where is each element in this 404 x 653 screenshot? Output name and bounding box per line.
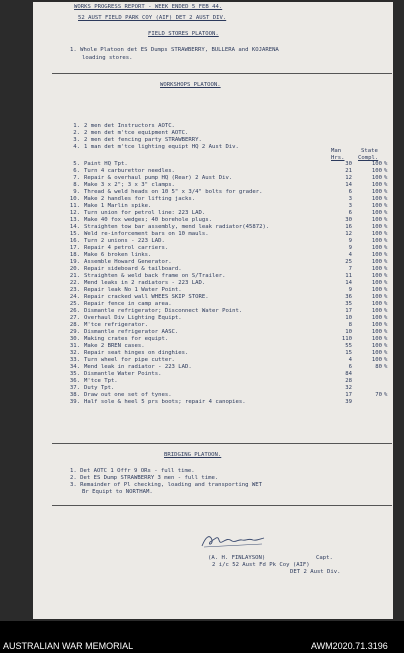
table-row <box>66 210 396 217</box>
bridging-heading: BRIDGING PLATOON. <box>164 452 222 458</box>
item-number: 32. <box>69 350 80 356</box>
item-number: 5. <box>73 161 80 167</box>
percent-sign: % <box>384 350 388 356</box>
state-completed: 100 <box>371 343 382 349</box>
state-completed: 100 <box>371 280 382 286</box>
divider <box>52 505 392 506</box>
man-hours: 9 <box>348 287 352 293</box>
percent-sign: % <box>384 287 388 293</box>
percent-sign: % <box>384 189 388 195</box>
item-description: Repair leak No 1 Water Point. <box>84 287 182 293</box>
item-description: Repair & overhaul pump HQ (Rear) 2 Aust Div. <box>84 175 233 181</box>
percent-sign: % <box>384 224 388 230</box>
item-description: Duty Tpt. <box>84 385 115 391</box>
item-description: Straighten & weld back frame on S/Trailer. <box>84 273 226 279</box>
state-completed: 100 <box>371 259 382 265</box>
man-hours: 15 <box>345 350 352 356</box>
table-row <box>66 385 396 392</box>
col-hrs-header: Hrs. <box>331 155 345 161</box>
item-number: 20. <box>69 266 80 272</box>
item-description: Straighten tow bar assembly, mend leak radiator(45872). <box>84 224 270 230</box>
man-hours: 8 <box>348 322 352 328</box>
state-completed: 100 <box>371 245 382 251</box>
table-row <box>66 238 396 245</box>
item-description: Half sole & heel 5 prs boots; repair 4 canopies. <box>84 399 246 405</box>
item-number: 34. <box>69 364 80 370</box>
col-state-header: State <box>361 148 378 154</box>
state-completed: 100 <box>371 301 382 307</box>
item-number: 1. <box>73 123 80 129</box>
item-description: Repair 4 petrol carriers. <box>84 245 169 251</box>
table-row <box>66 259 396 266</box>
percent-sign: % <box>384 259 388 265</box>
item-description: Paint HQ Tpt. <box>84 161 128 167</box>
table-row <box>66 301 396 308</box>
man-hours: 30 <box>345 217 352 223</box>
percent-sign: % <box>384 329 388 335</box>
man-hours: 3 <box>348 196 352 202</box>
state-completed: 100 <box>371 266 382 272</box>
percent-sign: % <box>384 308 388 314</box>
item-description: Repair sideboard & tailboard. <box>84 266 182 272</box>
state-completed: 100 <box>371 210 382 216</box>
man-hours: 6 <box>348 189 352 195</box>
man-hours: 10 <box>345 315 352 321</box>
table-row <box>66 266 396 273</box>
archive-reference: AWM2020.71.3196 <box>311 641 388 651</box>
man-hours: 12 <box>345 231 352 237</box>
item-number: 29. <box>69 329 80 335</box>
man-hours: 4 <box>348 357 352 363</box>
state-completed: 100 <box>371 252 382 258</box>
state-completed: 100 <box>371 357 382 363</box>
percent-sign: % <box>384 175 388 181</box>
table-row <box>66 308 396 315</box>
state-completed: 100 <box>371 308 382 314</box>
signatory-rank: Capt. <box>316 555 333 561</box>
item-number: 16. <box>69 238 80 244</box>
item-number: 37. <box>69 385 80 391</box>
percent-sign: % <box>384 273 388 279</box>
percent-sign: % <box>384 322 388 328</box>
table-row <box>66 315 396 322</box>
table-row <box>66 364 396 371</box>
item-number: 6. <box>73 168 80 174</box>
item-number: 3. <box>73 137 80 143</box>
percent-sign: % <box>384 203 388 209</box>
table-row <box>66 287 396 294</box>
state-completed: 100 <box>371 287 382 293</box>
table-row <box>66 343 396 350</box>
man-hours: 30 <box>345 161 352 167</box>
table-row <box>66 322 396 329</box>
man-hours: 11 <box>345 273 352 279</box>
percent-sign: % <box>384 161 388 167</box>
percent-sign: % <box>384 168 388 174</box>
workshops-heading: WORKSHOPS PLATOON. <box>160 82 221 88</box>
item-description: Make 2 handles for lifting jacks. <box>84 196 196 202</box>
item-description: Mend leaks in 2 radiators - 223 LAD. <box>84 280 206 286</box>
man-hours: 14 <box>345 182 352 188</box>
bridging-item-line: 3. Remainder of Pl checking, loading and transporting WET <box>70 482 262 488</box>
table-row <box>66 217 396 224</box>
percent-sign: % <box>384 182 388 188</box>
man-hours: 6 <box>348 210 352 216</box>
item-description: Dismantle refrigerator AASC. <box>84 329 179 335</box>
state-completed: 100 <box>371 161 382 167</box>
bridging-item-line: 2. Det ES Dump STRAWBERRY 3 men - full time. <box>70 475 219 481</box>
item-number: 28. <box>69 322 80 328</box>
divider <box>52 73 392 74</box>
item-description: Draw out one set of tynes. <box>84 392 172 398</box>
item-description: Thread & weld heads on 10 5" x 3/4" bolts for grader. <box>84 189 263 195</box>
state-completed: 100 <box>371 217 382 223</box>
state-completed: 100 <box>371 329 382 335</box>
item-description: Assemble Howard Generator. <box>84 259 172 265</box>
table-row <box>66 350 396 357</box>
table-row <box>66 399 396 406</box>
field-stores-heading: FIELD STORES PLATOON. <box>148 31 219 37</box>
state-completed: 100 <box>371 315 382 321</box>
state-completed: 100 <box>371 294 382 300</box>
percent-sign: % <box>384 231 388 237</box>
item-number: 36. <box>69 378 80 384</box>
state-completed: 70 <box>375 392 382 398</box>
item-number: 4. <box>73 144 80 150</box>
field-stores-item-line: loading stores. <box>82 55 133 61</box>
archive-name: AUSTRALIAN WAR MEMORIAL <box>3 641 134 651</box>
signatory-name: (A. H. FINLAYSON) <box>208 555 266 561</box>
item-description: Make 40 fox wedges; 40 borehole plugs. <box>84 217 212 223</box>
table-row <box>66 273 396 280</box>
item-number: 10. <box>69 196 80 202</box>
state-completed: 100 <box>371 231 382 237</box>
item-number: 38. <box>69 392 80 398</box>
item-number: 9. <box>73 189 80 195</box>
table-row <box>66 378 396 385</box>
item-description: Turn wheel for pipe cutter. <box>84 357 175 363</box>
man-hours: 110 <box>341 336 352 342</box>
man-hours: 9 <box>348 245 352 251</box>
item-number: 21. <box>69 273 80 279</box>
item-number: 12. <box>69 210 80 216</box>
item-description: Mend leak in radiator - 223 LAD. <box>84 364 192 370</box>
item-number: 15. <box>69 231 80 237</box>
man-hours: 16 <box>345 224 352 230</box>
state-completed: 100 <box>371 196 382 202</box>
table-row <box>66 252 396 259</box>
item-description: Repair seat hinges on dinghies. <box>84 350 189 356</box>
man-hours: 39 <box>345 399 352 405</box>
percent-sign: % <box>384 217 388 223</box>
man-hours: 4 <box>348 252 352 258</box>
item-description: 2 men det m'tce equipment AOTC. <box>84 130 189 136</box>
item-number: 24. <box>69 294 80 300</box>
item-description: Making crates for equipt. <box>84 336 169 342</box>
item-description: Make 6 broken links. <box>84 252 152 258</box>
state-completed: 100 <box>371 175 382 181</box>
man-hours: 25 <box>345 259 352 265</box>
table-row <box>66 144 396 151</box>
item-description: Make 2 BREN cases. <box>84 343 145 349</box>
table-row <box>66 294 396 301</box>
man-hours: 28 <box>345 378 352 384</box>
state-completed: 100 <box>371 336 382 342</box>
state-completed: 100 <box>371 182 382 188</box>
man-hours: 7 <box>348 266 352 272</box>
table-row <box>66 371 396 378</box>
handwritten-signature <box>198 532 268 550</box>
item-description: Turn 2 unions - 223 LAD. <box>84 238 165 244</box>
percent-sign: % <box>384 364 388 370</box>
field-stores-item-line: 1. Whole Platoon det ES Dumps STRAWBERRY, BULLERA and KOJARENA <box>70 47 279 53</box>
item-description: Dismantle refrigerator; Disconnect Water Point. <box>84 308 243 314</box>
col-man-header: Man <box>331 148 342 154</box>
state-completed: 100 <box>371 203 382 209</box>
percent-sign: % <box>384 245 388 251</box>
item-description: Make 1 Marlin spike. <box>84 203 152 209</box>
item-number: 11. <box>69 203 80 209</box>
col-compl-header: Compl. <box>358 155 379 161</box>
table-row <box>66 392 396 399</box>
item-number: 26. <box>69 308 80 314</box>
table-row <box>66 224 396 231</box>
man-hours: 14 <box>345 280 352 286</box>
item-number: 17. <box>69 245 80 251</box>
man-hours: 55 <box>345 343 352 349</box>
item-number: 25. <box>69 301 80 307</box>
percent-sign: % <box>384 294 388 300</box>
percent-sign: % <box>384 392 388 398</box>
man-hours: 21 <box>345 168 352 174</box>
item-description: 2 men det Instructors AOTC. <box>84 123 175 129</box>
table-row <box>66 231 396 238</box>
item-number: 8. <box>73 182 80 188</box>
item-number: 27. <box>69 315 80 321</box>
item-description: Make 3 x 2"; 3 x 3" clamps. <box>84 182 175 188</box>
man-hours: 9 <box>348 238 352 244</box>
state-completed: 80 <box>375 364 382 370</box>
percent-sign: % <box>384 280 388 286</box>
table-row <box>66 245 396 252</box>
percent-sign: % <box>384 357 388 363</box>
item-description: Repair fence in camp area. <box>84 301 172 307</box>
state-completed: 100 <box>371 224 382 230</box>
man-hours: 32 <box>345 385 352 391</box>
percent-sign: % <box>384 238 388 244</box>
man-hours: 84 <box>345 371 352 377</box>
item-description: M'tce Tpt. <box>84 378 118 384</box>
state-completed: 100 <box>371 273 382 279</box>
table-row <box>66 168 396 175</box>
table-row <box>66 203 396 210</box>
signatory-det: DET 2 Aust Div. <box>290 569 341 575</box>
item-number: 14. <box>69 224 80 230</box>
item-number: 39. <box>69 399 80 405</box>
state-completed: 100 <box>371 322 382 328</box>
item-number: 33. <box>69 357 80 363</box>
percent-sign: % <box>384 301 388 307</box>
table-row <box>66 329 396 336</box>
item-number: 23. <box>69 287 80 293</box>
man-hours: 6 <box>348 364 352 370</box>
percent-sign: % <box>384 343 388 349</box>
item-number: 30. <box>69 336 80 342</box>
item-number: 18. <box>69 252 80 258</box>
table-row <box>66 137 396 144</box>
table-row <box>66 123 396 130</box>
percent-sign: % <box>384 252 388 258</box>
item-description: Dismantle Water Points. <box>84 371 162 377</box>
man-hours: 17 <box>345 392 352 398</box>
table-row <box>66 336 396 343</box>
item-number: 13. <box>69 217 80 223</box>
man-hours: 12 <box>345 175 352 181</box>
percent-sign: % <box>384 336 388 342</box>
unit-line: 52 AUST FIELD PARK COY (AIF) DET 2 AUST DIV. <box>78 15 227 21</box>
item-number: 31. <box>69 343 80 349</box>
item-number: 35. <box>69 371 80 377</box>
man-hours: 10 <box>345 329 352 335</box>
man-hours: 36 <box>345 294 352 300</box>
table-row <box>66 357 396 364</box>
table-row <box>66 161 396 168</box>
man-hours: 35 <box>345 301 352 307</box>
item-number: 22. <box>69 280 80 286</box>
percent-sign: % <box>384 196 388 202</box>
report-title: WORKS PROGRESS REPORT - WEEK ENDED 5 FEB 44. <box>74 4 223 10</box>
table-row <box>66 175 396 182</box>
percent-sign: % <box>384 266 388 272</box>
bridging-item-line: Br Equipt to NORTHAM. <box>82 489 153 495</box>
item-description: Weld re-inforcement bars on 10 mauls. <box>84 231 209 237</box>
table-row <box>66 130 396 137</box>
state-completed: 100 <box>371 350 382 356</box>
state-completed: 100 <box>371 238 382 244</box>
table-row <box>66 280 396 287</box>
signatory-unit: 2 i/c 52 Aust Fd Pk Coy (AIF) <box>212 562 310 568</box>
item-description: Overhaul Div Lighting Equipt. <box>84 315 182 321</box>
percent-sign: % <box>384 210 388 216</box>
item-number: 19. <box>69 259 80 265</box>
item-description: 2 men det fencing party STRAWBERRY. <box>84 137 202 143</box>
table-row <box>66 196 396 203</box>
percent-sign: % <box>384 315 388 321</box>
bridging-item-line: 1. Det AOTC 1 Offr 9 ORs - full time. <box>70 468 195 474</box>
item-description: 1 man det m'tce lighting equipt HQ 2 Aust Div. <box>84 144 239 150</box>
item-description: Turn 4 carburettor needles. <box>84 168 175 174</box>
state-completed: 100 <box>371 189 382 195</box>
item-description: Repair cracked wall WHEES SKIP STORE. <box>84 294 209 300</box>
item-number: 2. <box>73 130 80 136</box>
man-hours: 17 <box>345 308 352 314</box>
table-row <box>66 189 396 196</box>
item-number: 7. <box>73 175 80 181</box>
state-completed: 100 <box>371 168 382 174</box>
item-description: M'tce refrigerator. <box>84 322 148 328</box>
item-description: Turn union for petrol line: 223 LAD. <box>84 210 206 216</box>
man-hours: 3 <box>348 203 352 209</box>
divider <box>52 443 392 444</box>
table-row <box>66 182 396 189</box>
